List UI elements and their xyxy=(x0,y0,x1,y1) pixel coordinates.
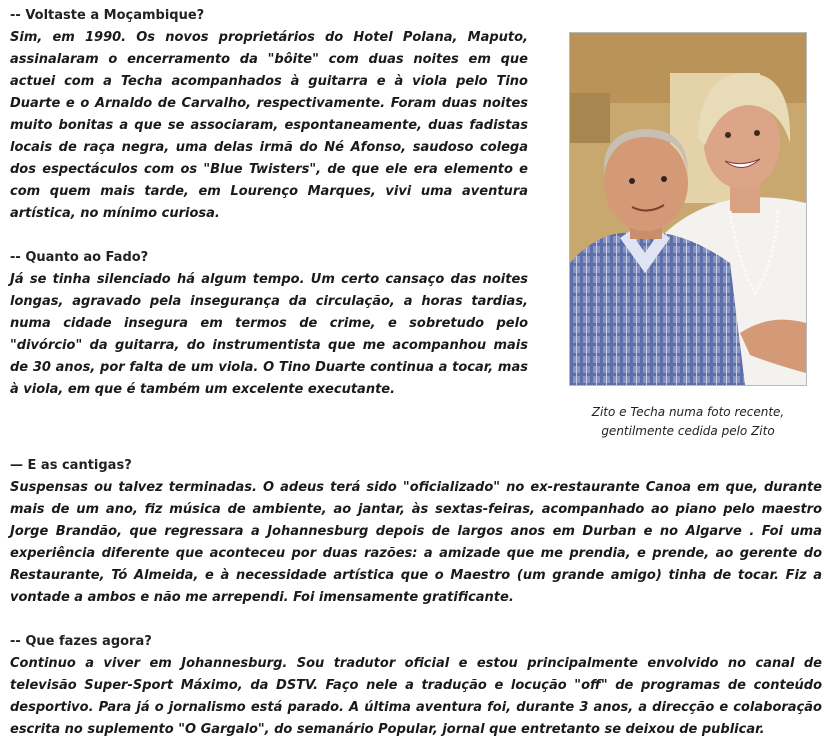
answer-mozambique: Sim, em 1990. Os novos proprietários do Hotel Polana, Maputo, assinalaram o encerramento da "bôite" com duas noites em que actuei com a Techa acompanhados à guitarra e à viola pelo Tino Duarte e o Arnaldo de Carvalho, respectivamente. Foram duas noites muito bonitas a que se associaram, espontaneamente, duas fadistas locais de raça negra, uma delas irmã do Né Afonso, saudoso colega dos espectáculos com os "Blue Twisters", de que ele era elemento e com quem mais tarde, em Lourenço Marques, vivi uma aventura artística, no mínimo curiosa. xyxy=(10,30,528,221)
question-fado: -- Quanto ao Fado? xyxy=(10,250,149,265)
photo-illustration xyxy=(570,33,806,385)
answer-fado: Já se tinha silenciado há algum tempo. Um certo cansaço das noites longas, agravado pela insegurança da circulação, a horas tardias, numa cidade insegura em termos de crime, e sobretudo pelo "divórcio" da guitarra, do instrumentista que me acompanhou mais de 30 anos, por falta de um viola. O Tino Duarte continua a tocar, mas à viola, em que é também um excelente executante. xyxy=(10,272,528,397)
question-now: -- Que fazes agora? xyxy=(10,634,152,649)
interview-bottom-block xyxy=(10,455,822,741)
photo-zito-techa xyxy=(569,32,807,386)
interview-top-block xyxy=(10,5,530,401)
answer-cantigas: Suspensas ou talvez terminadas. O adeus terá sido "oficializado" no ex-restaurante Canoa em que, durante mais de um ano, fiz música de ambiente, ao jantar, às sextas-feiras, acompanhado ao piano pelo maestro Jorge Brandão, que regressara a Johannesburg depois de largos anos em Durban e no Algarve . Foi uma experiência diferente que aconteceu por duas razões: a amizade que me prendia, e prende, ao gerente do Restaurante, Tó Almeida, e à necessidade artística que o Maestro (um grande amigo) tinha de tocar. Fiz a vontade a ambos e não me arrependi. Foi imensamente gratificante. xyxy=(10,480,822,605)
photo-caption xyxy=(569,403,807,441)
caption-line-2: gentilmente cedida pelo Zito xyxy=(601,424,775,438)
answer-now: Continuo a viver em Johannesburg. Sou tradutor oficial e estou principalmente envolvido no canal de televisão Super-Sport Máximo, da DSTV. Faço nele a tradução e locução "off" de programas de conteúdo desportivo. Para já o jornalismo está parado. A última aventura foi, durante 3 anos, a direcção e colaboração escrita no suplemento "O Gargalo", do semanário Popular, jornal que entretanto se deixou de publicar. xyxy=(10,656,822,737)
question-mozambique: -- Voltaste a Moçambique? xyxy=(10,8,205,23)
question-cantigas: — E as cantigas? xyxy=(10,458,132,473)
caption-line-1: Zito e Techa numa foto recente, xyxy=(591,405,785,419)
